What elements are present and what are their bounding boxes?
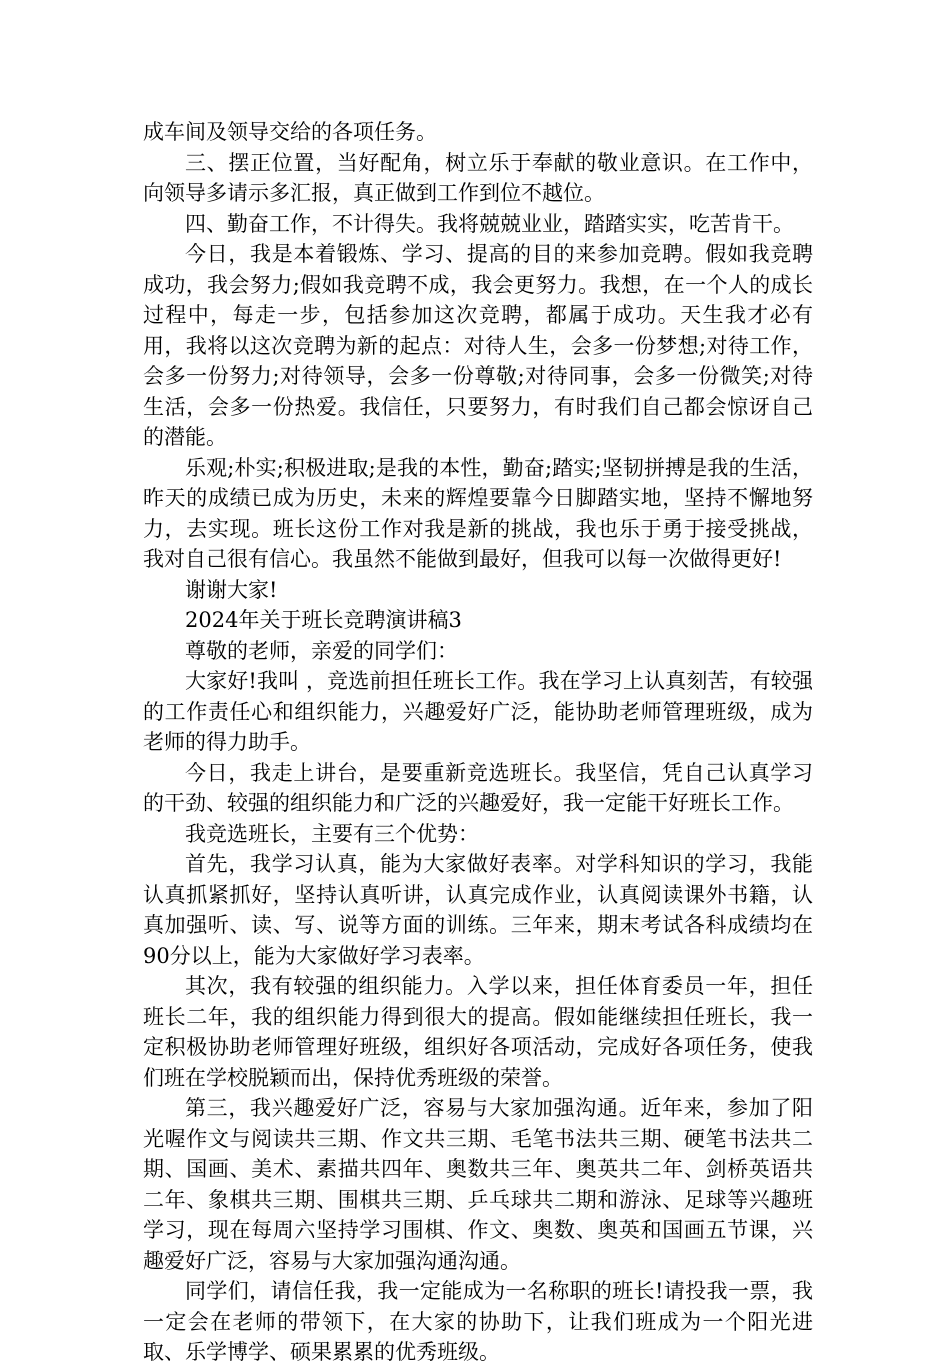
paragraph-podium: 今日，我走上讲台，是要重新竞选班长。我坚信，凭自己认真学习的干劲、较强的组织能力和广泛的兴趣爱好，我一定能干好班长工作。 bbox=[143, 760, 813, 815]
paragraph-continuation: 成车间及领导交给的各项任务。 bbox=[143, 120, 437, 144]
paragraph-advantages: 我竞选班长，主要有三个优势： bbox=[185, 821, 479, 846]
paragraph-point-three: 三、摆正位置，当好配角，树立乐于奉献的敬业意识。在工作中，向领导多请示多汇报，真正做到工作到位不越位。 bbox=[143, 150, 813, 205]
section-heading: 2024年关于班长竞聘演讲稿3 bbox=[185, 608, 462, 632]
paragraph-thanks: 谢谢大家! bbox=[185, 577, 278, 602]
paragraph-greeting: 大家好!我叫 ，竞选前担任班长工作。我在学习上认真刻苦，有较强的工作责任心和组织能力，兴趣爱好广泛，能协助老师管理班级，成为老师的得力助手。 bbox=[143, 669, 813, 754]
paragraph-first: 首先，我学习认真，能为大家做好表率。对学科知识的学习，我能认真抓紧抓好，坚持认真听讲，认真完成作业，认真阅读课外书籍，认真加强听、读、写、说等方面的训练。三年来，期末考试各科成绩均在90分以上，能为大家做好学习表率。 bbox=[143, 852, 813, 968]
paragraph-point-four: 四、勤奋工作，不计得失。我将兢兢业业，踏踏实实，吃苦肯干。 bbox=[185, 211, 794, 236]
paragraph-salutation: 尊敬的老师，亲爱的同学们： bbox=[185, 638, 458, 663]
document-body bbox=[143, 117, 813, 1368]
paragraph-today: 今日，我是本着锻炼、学习、提高的目的来参加竞聘。假如我竞聘成功，我会努力;假如我竞聘不成，我会更努力。我想，在一个人的成长过程中，每走一步，包括参加这次竞聘，都属于成功。天生我才必有用，我将以这次竞聘为新的起点：对待人生，会多一份梦想;对待工作，会多一份努力;对待领导，会多一份尊敬;对待同事，会多一份微笑;对待生活，会多一份热爱。我信任，只要努力，有时我们自己都会惊讶自己的潜能。 bbox=[143, 242, 813, 449]
paragraph-third: 第三，我兴趣爱好广泛，容易与大家加强沟通。近年来，参加了阳光喔作文与阅读共三期、作文共三期、毛笔书法共三期、硬笔书法共二期、国画、美术、素描共四年、奥数共三年、奥英共二年、剑桥英语共二年、象棋共三期、围棋共三期、乒乓球共二期和游泳、足球等兴趣班学习，现在每周六坚持学习围棋、作文、奥数、奥英和国画五节课，兴趣爱好广泛，容易与大家加强沟通沟通。 bbox=[143, 1096, 813, 1273]
paragraph-closing: 同学们，请信任我，我一定能成为一名称职的班长!请投我一票，我一定会在老师的带领下，在大家的协助下，让我们班成为一个阳光进取、乐学博学、硕果累累的优秀班级。 bbox=[143, 1279, 813, 1364]
paragraph-optimism: 乐观;朴实;积极进取;是我的本性，勤奋;踏实;坚韧拼搏是我的生活，昨天的成绩已成为历史，未来的辉煌要靠今日脚踏实地，坚持不懈地努力，去实现。班长这份工作对我是新的挑战，我也乐于勇于接受挑战，我对自己很有信心。我虽然不能做到最好，但我可以每一次做得更好! bbox=[143, 455, 813, 571]
paragraph-second: 其次，我有较强的组织能力。入学以来，担任体育委员一年，担任班长二年，我的组织能力得到很大的提高。假如能继续担任班长，我一定积极协助老师管理好班级，组织好各项活动，完成好各项任务，使我们班在学校脱颖而出，保持优秀班级的荣誉。 bbox=[143, 974, 813, 1090]
